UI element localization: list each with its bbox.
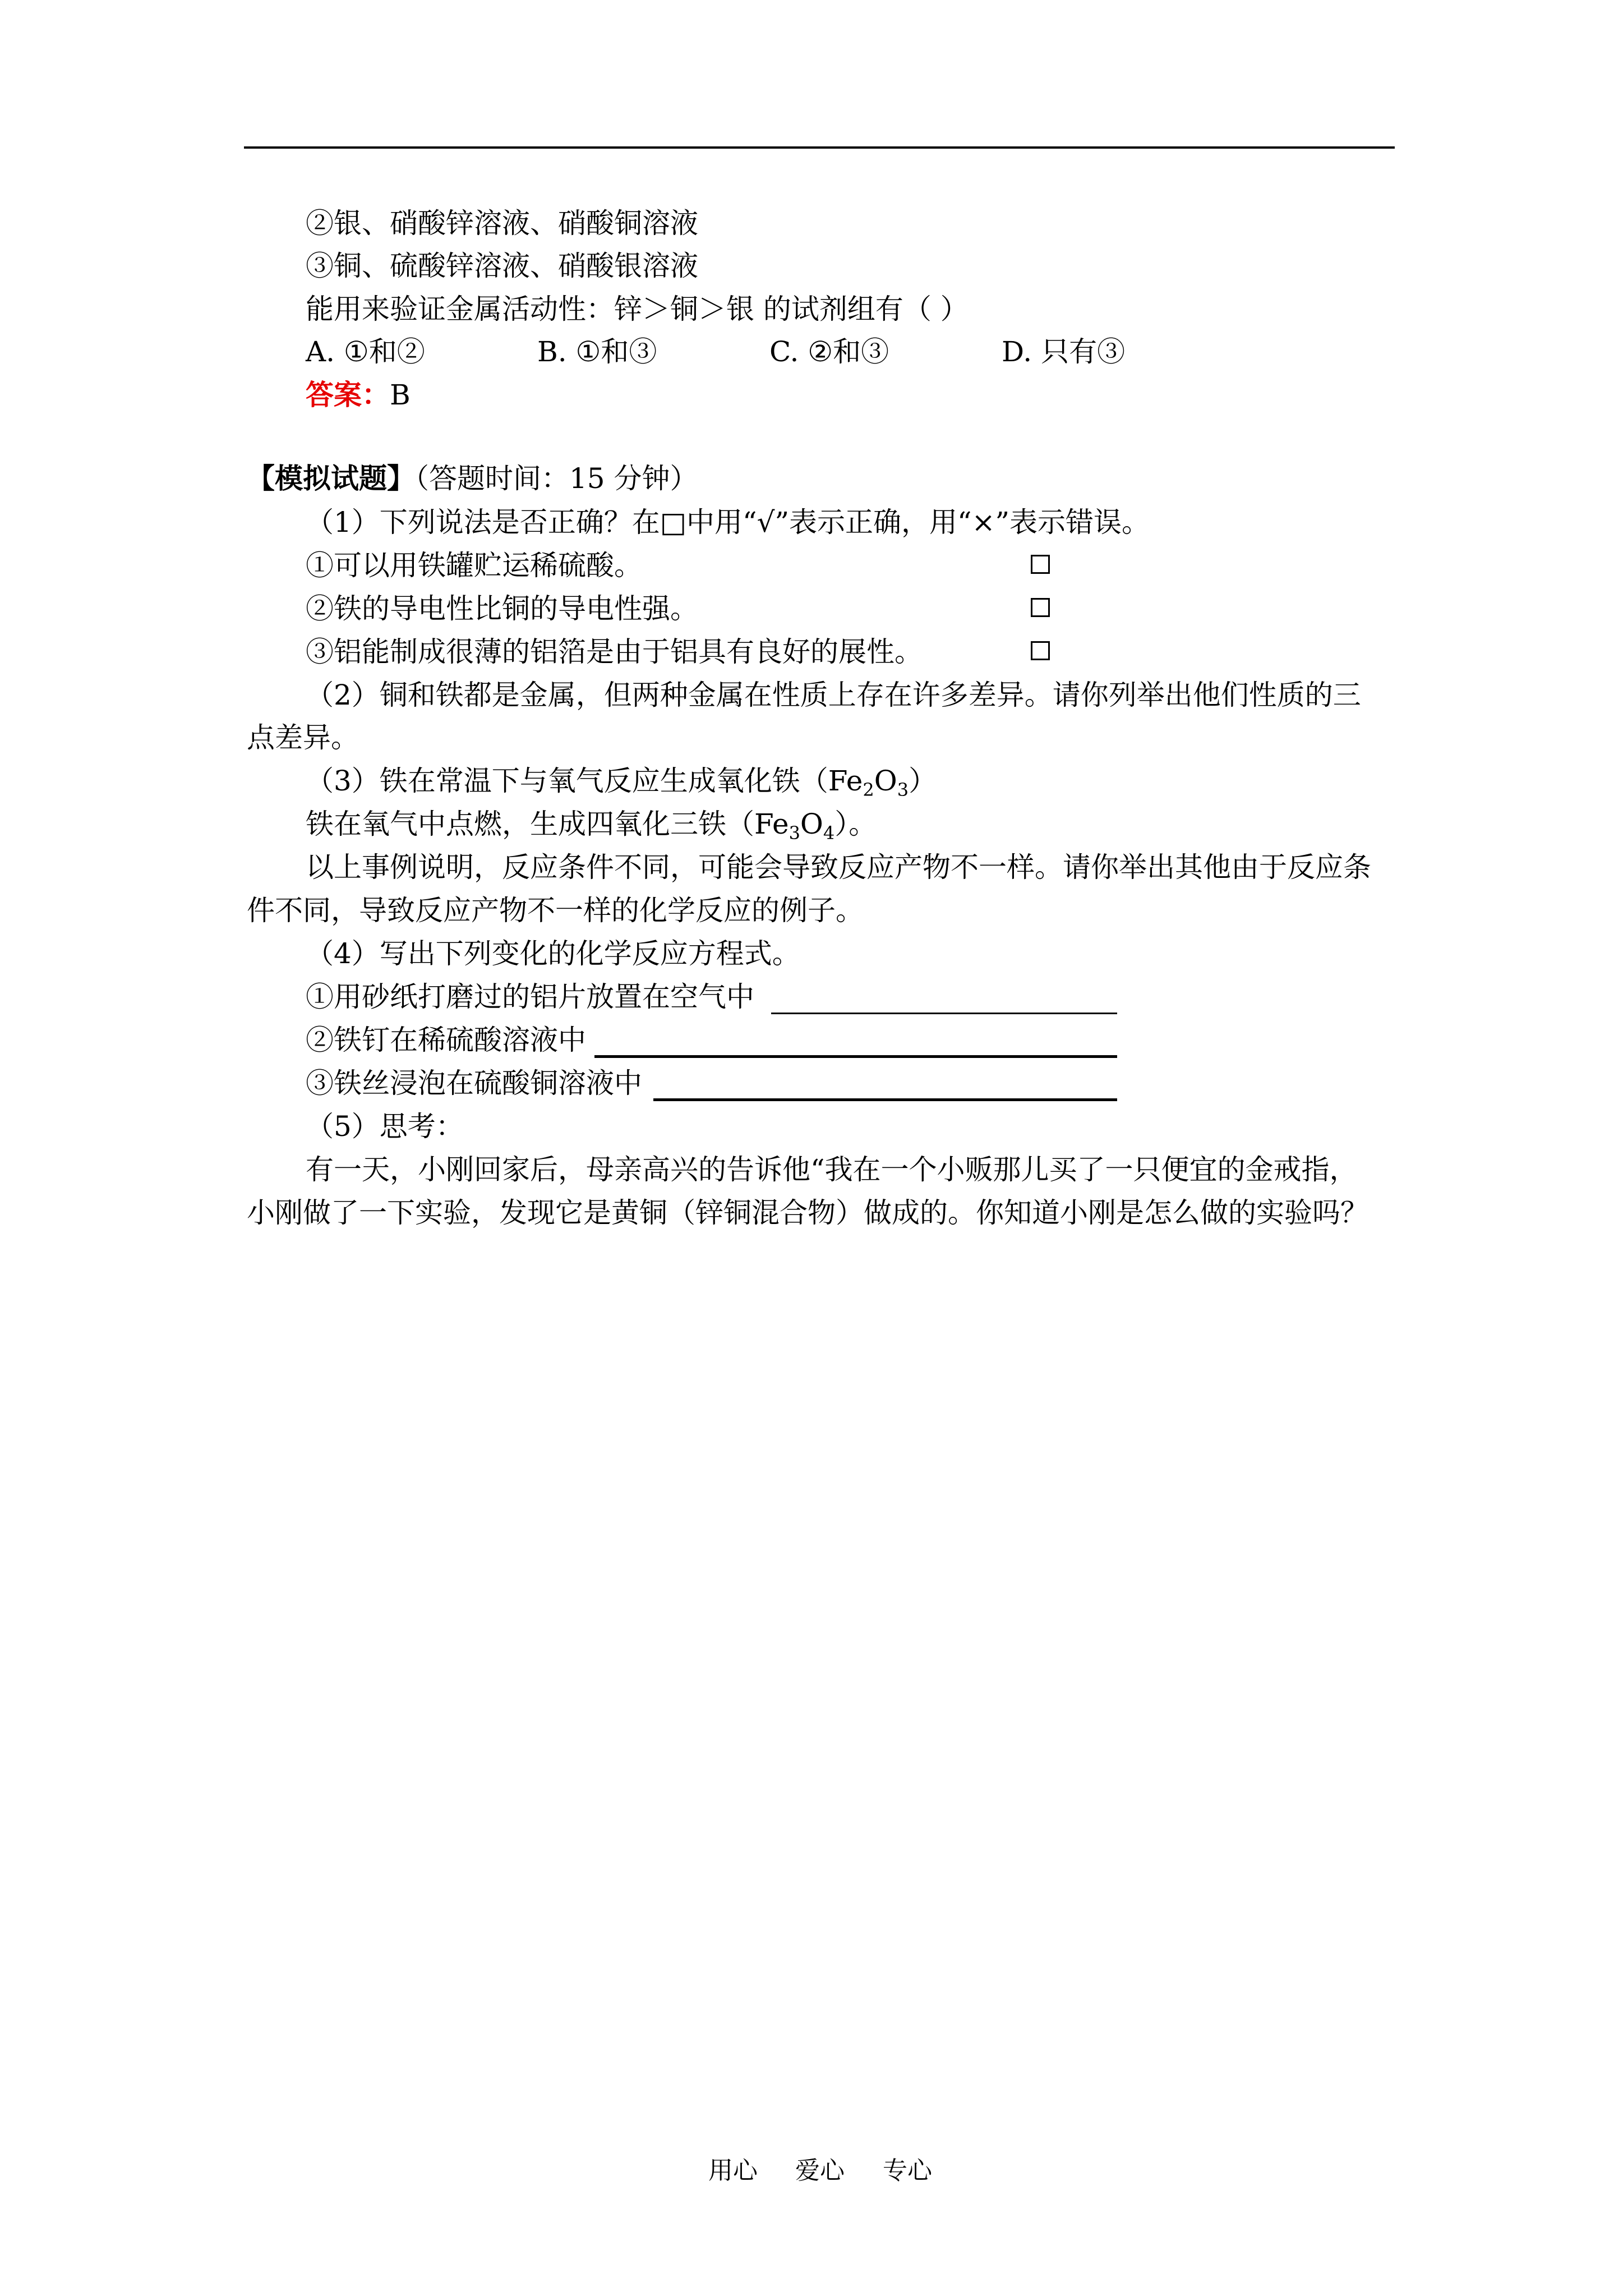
header-rule [244, 146, 1395, 149]
answer-value: B [390, 379, 411, 411]
q4-blank-3[interactable] [653, 1098, 1117, 1101]
q4-item-3: ③铁丝浸泡在硫酸铜溶液中 [306, 1067, 642, 1099]
q5-stem: （5）思考： [306, 1110, 464, 1143]
q5-line-1: 有一天，小刚回家后，母亲高兴的告诉他“我在一个小贩那儿买了一只便宜的金戒指， [306, 1153, 1358, 1186]
footer-item-2: 爱心 [795, 2156, 845, 2185]
q4-item-2: ②铁钉在稀硫酸溶液中 [306, 1024, 586, 1056]
q1-item-2: ②铁的导电性比铜的导电性强。 [306, 592, 698, 625]
footer-item-3: 专心 [883, 2156, 932, 2185]
q1-item-3: ③铝能制成很薄的铝箔是由于铝具有良好的展性。 [306, 636, 923, 668]
answer-label: 答案： [306, 378, 390, 411]
choice-b: B. ①和③ [537, 335, 657, 368]
q4-blank-1[interactable] [771, 1013, 1117, 1014]
option-line-3: ③铜、硫酸锌溶液、硝酸银溶液 [306, 250, 698, 282]
choice-c: C. ②和③ [769, 335, 889, 368]
q2-line-1: （2）铜和铁都是金属，但两种金属在性质上存在许多差异。请你列举出他们性质的三 [306, 679, 1361, 711]
q4-stem: （4）写出下列变化的化学反应方程式。 [306, 937, 800, 970]
choice-d: D. 只有③ [1002, 335, 1126, 368]
q1-checkbox-2[interactable] [1031, 598, 1050, 617]
footer-item-1: 用心 [708, 2156, 758, 2185]
q1-checkbox-1[interactable] [1031, 555, 1050, 574]
option-line-2: ②银、硝酸锌溶液、硝酸铜溶液 [306, 207, 698, 240]
choice-a: A. ①和② [306, 335, 425, 368]
q4-item-1: ①用砂纸打磨过的铝片放置在空气中 [306, 981, 754, 1013]
q5-line-2: 小刚做了一下实验，发现它是黄铜（锌铜混合物）做成的。你知道小刚是怎么做的实验吗？ [247, 1197, 1368, 1229]
question-stem: 能用来验证金属活动性：锌＞铜＞银 的试剂组有（ ） [306, 293, 969, 325]
q1-stem: （1）下列说法是否正确？在□中用“√”表示正确，用“×”表示错误。 [306, 506, 1150, 539]
q3-line-2: 铁在氧气中点燃，生成四氧化三铁$(Fe_3O_4)$。 [306, 808, 877, 844]
answer [306, 378, 411, 411]
q3-line-3: 以上事例说明，反应条件不同，可能会导致反应产物不一样。请你举出其他由于反应条 [306, 851, 1371, 884]
section-heading [247, 464, 698, 493]
q3-line-1: （3）铁在常温下与氧气反应生成氧化铁$(Fe_2O_3)$ [306, 765, 937, 800]
section-subtitle: （答题时间：15 分钟） [415, 462, 698, 495]
q3-line-4: 件不同，导致反应产物不一样的化学反应的例子。 [247, 894, 864, 927]
q4-blank-2[interactable] [594, 1055, 1117, 1058]
q1-checkbox-3[interactable] [1031, 641, 1050, 660]
q1-item-1: ①可以用铁罐贮运稀硫酸。 [306, 549, 642, 582]
q2-line-2: 点差异。 [247, 721, 359, 754]
section-title: 【模拟试题】 [247, 462, 415, 495]
